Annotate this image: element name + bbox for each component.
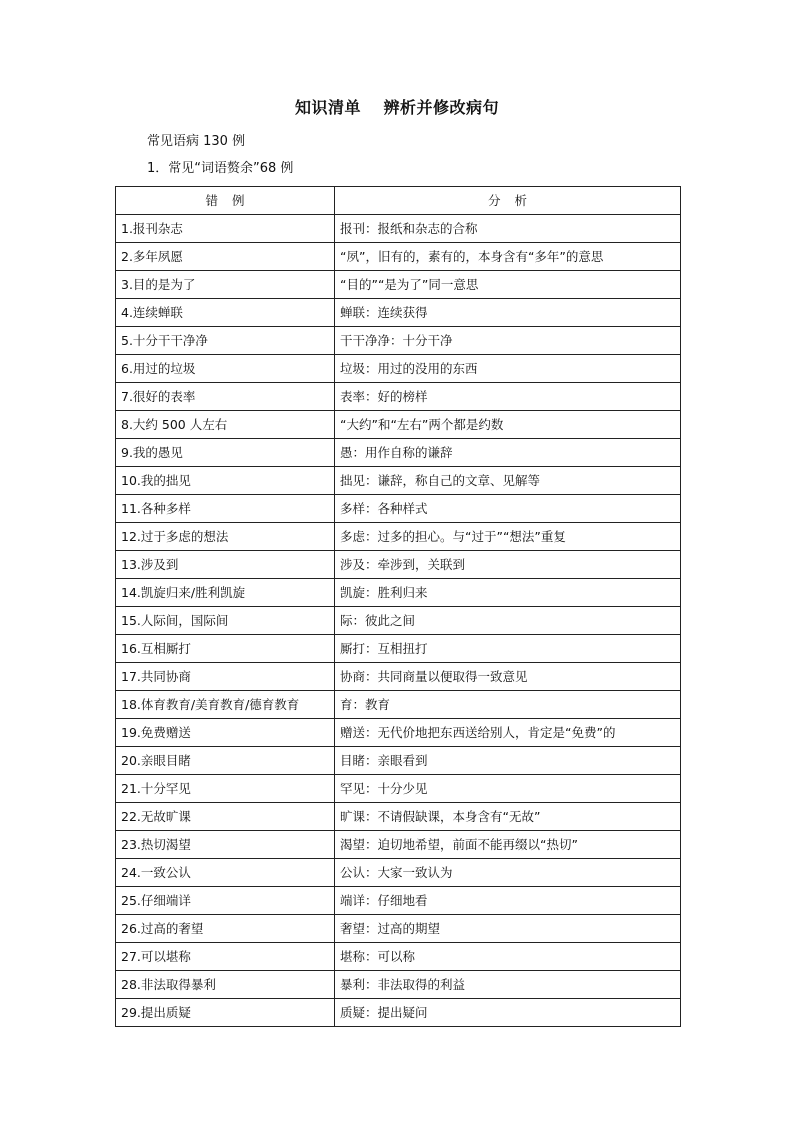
- table-row: [116, 271, 681, 299]
- analysis-cell: 罕见：十分少见: [335, 775, 681, 803]
- analysis-cell: 多虑：过多的担心。与“过于”“想法”重复: [335, 523, 681, 551]
- table-row: [116, 551, 681, 579]
- error-example-cell: 12.过于多虑的想法: [116, 523, 335, 551]
- analysis-cell: 干干净净：十分干净: [335, 327, 681, 355]
- table-row: [116, 887, 681, 915]
- table-row: [116, 943, 681, 971]
- table-row: [116, 523, 681, 551]
- analysis-cell: “大约”和“左右”两个都是约数: [335, 411, 681, 439]
- table-row: [116, 383, 681, 411]
- table-row: [116, 607, 681, 635]
- header-error-example: 错例: [116, 187, 335, 215]
- error-example-cell: 13.涉及到: [116, 551, 335, 579]
- analysis-cell: 育：教育: [335, 691, 681, 719]
- error-example-cell: 17.共同协商: [116, 663, 335, 691]
- error-example-cell: 10.我的拙见: [116, 467, 335, 495]
- analysis-cell: 愚：用作自称的谦辞: [335, 439, 681, 467]
- analysis-cell: 协商：共同商量以便取得一致意见: [335, 663, 681, 691]
- analysis-cell: 凯旋：胜利归来: [335, 579, 681, 607]
- table-row: [116, 439, 681, 467]
- error-example-cell: 27.可以堪称: [116, 943, 335, 971]
- error-example-cell: 5.十分干干净净: [116, 327, 335, 355]
- analysis-cell: “夙”，旧有的，素有的，本身含有“多年”的意思: [335, 243, 681, 271]
- table-row: [116, 747, 681, 775]
- error-example-cell: 22.无故旷课: [116, 803, 335, 831]
- error-example-cell: 16.互相厮打: [116, 635, 335, 663]
- error-example-cell: 19.免费赠送: [116, 719, 335, 747]
- table-row: [116, 915, 681, 943]
- analysis-cell: 目睹：亲眼看到: [335, 747, 681, 775]
- table-row: [116, 215, 681, 243]
- table-row: [116, 859, 681, 887]
- analysis-cell: 赠送：无代价地把东西送给别人，肯定是“免费”的: [335, 719, 681, 747]
- error-example-cell: 2.多年夙愿: [116, 243, 335, 271]
- analysis-cell: 公认：大家一致认为: [335, 859, 681, 887]
- analysis-cell: 奢望：过高的期望: [335, 915, 681, 943]
- error-example-cell: 18.体育教育/美育教育/德育教育: [116, 691, 335, 719]
- table-row: [116, 243, 681, 271]
- analysis-cell: 堪称：可以称: [335, 943, 681, 971]
- error-example-cell: 26.过高的奢望: [116, 915, 335, 943]
- error-example-cell: 23.热切渴望: [116, 831, 335, 859]
- analysis-cell: 渴望：迫切地希望，前面不能再缀以“热切”: [335, 831, 681, 859]
- analysis-cell: 旷课：不请假缺课，本身含有“无故”: [335, 803, 681, 831]
- analysis-cell: 拙见：谦辞，称自己的文章、见解等: [335, 467, 681, 495]
- error-example-cell: 1.报刊杂志: [116, 215, 335, 243]
- table-row: [116, 691, 681, 719]
- error-example-cell: 3.目的是为了: [116, 271, 335, 299]
- table-row: [116, 635, 681, 663]
- analysis-cell: 质疑：提出疑问: [335, 999, 681, 1027]
- error-example-cell: 24.一致公认: [116, 859, 335, 887]
- table-row: [116, 299, 681, 327]
- table-row: [116, 719, 681, 747]
- table-row: [116, 663, 681, 691]
- header-analysis: 分析: [335, 187, 681, 215]
- analysis-cell: 暴利：非法取得的利益: [335, 971, 681, 999]
- table-header-row: [116, 187, 681, 215]
- analysis-cell: 涉及：牵涉到，关联到: [335, 551, 681, 579]
- page-title: 知识清单 辨析并修改病句: [294, 98, 500, 117]
- table-row: [116, 831, 681, 859]
- analysis-cell: 蝉联：连续获得: [335, 299, 681, 327]
- error-example-cell: 4.连续蝉联: [116, 299, 335, 327]
- table-row: [116, 467, 681, 495]
- table-row: [116, 803, 681, 831]
- table-row: [116, 411, 681, 439]
- table-row: [116, 495, 681, 523]
- analysis-cell: 表率：好的榜样: [335, 383, 681, 411]
- analysis-cell: 际：彼此之间: [335, 607, 681, 635]
- error-example-cell: 28.非法取得暴利: [116, 971, 335, 999]
- analysis-cell: 报刊：报纸和杂志的合称: [335, 215, 681, 243]
- error-example-cell: 11.各种多样: [116, 495, 335, 523]
- table-row: [116, 971, 681, 999]
- table-row: [116, 327, 681, 355]
- section-title: 1．常见“词语赘余”68 例: [147, 161, 294, 176]
- error-example-cell: 6.用过的垃圾: [116, 355, 335, 383]
- error-example-cell: 9.我的愚见: [116, 439, 335, 467]
- analysis-cell: 垃圾：用过的没用的东西: [335, 355, 681, 383]
- error-example-cell: 8.大约 500 人左右: [116, 411, 335, 439]
- error-example-cell: 20.亲眼目睹: [116, 747, 335, 775]
- error-example-cell: 21.十分罕见: [116, 775, 335, 803]
- table-row: [116, 999, 681, 1027]
- table-row: [116, 775, 681, 803]
- analysis-cell: 多样：各种样式: [335, 495, 681, 523]
- analysis-cell: 厮打：互相扭打: [335, 635, 681, 663]
- table-row: [116, 355, 681, 383]
- analysis-cell: 端详：仔细地看: [335, 887, 681, 915]
- error-example-cell: 15.人际间，国际间: [116, 607, 335, 635]
- error-example-cell: 14.凯旋归来/胜利凯旋: [116, 579, 335, 607]
- error-example-cell: 7.很好的表率: [116, 383, 335, 411]
- error-example-cell: 29.提出质疑: [116, 999, 335, 1027]
- error-example-cell: 25.仔细端详: [116, 887, 335, 915]
- table-row: [116, 579, 681, 607]
- error-analysis-table: [115, 186, 681, 1027]
- analysis-cell: “目的”“是为了”同一意思: [335, 271, 681, 299]
- table-body: [116, 215, 681, 1027]
- subtitle: 常见语病 130 例: [147, 134, 246, 149]
